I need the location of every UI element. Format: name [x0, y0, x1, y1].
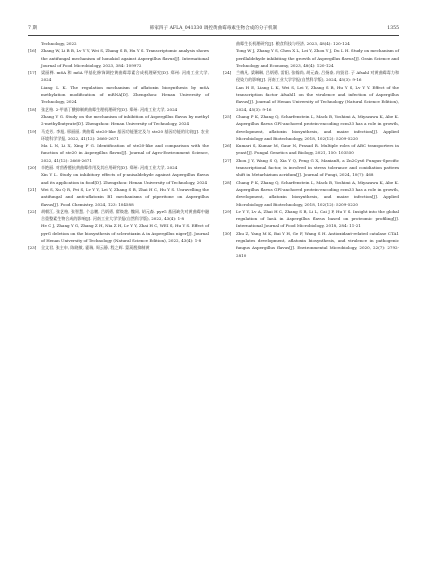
issue-label: 7 期: [28, 26, 37, 31]
reference-number: [23]: [28, 245, 37, 251]
reference-translation: Xin Y L. Study on inhibitory effects of p-anisaldehyde against Aspergillus flavus and its application in food[D]. Zhengzhou: Henan University of Technology, 2024: [41, 172, 209, 185]
reference-number: [22]: [28, 208, 37, 214]
reference-translation: Tong W J, Zhang Y S, Chen X L, Lei Y, Zhou Y J, Du L H. Study on mechanism of perillaldehyde inhibiting the growth of Aspergillus flavus[J]. Grain Science and Technology and Economy, 2023, 48(4): 120-124: [236, 48, 399, 68]
reference-text: Zhang W, Li B B, Lv Y Y, Wei S, Zhang S B, Hu Y S. Transcriptomic analysis shows the antifungal mechanism of honokiol against Aspergillus flavus[J]. International Journal of Food Microbiology, 2023, 384: 109972: [41, 48, 209, 68]
left-reference-column: [28, 40, 209, 252]
reference-entry: [28, 40, 209, 47]
reference-translation: Lan H E, Liang L K, Wei S, Lei Y, Zhang S B, Hu Y S, Lv Y Y. Effect of the transcription factor Afsahl1 on the virulence and infection of Aspergillus flavus[J]. Journal of Henan University of Technology (Natural Science Edition), 2024, 45(3): 9-16: [236, 84, 399, 112]
reference-number: [29]: [223, 208, 232, 214]
right-reference-column: [223, 40, 399, 259]
reference-number: [17]: [28, 70, 37, 76]
reference-number: [24]: [223, 70, 232, 76]
reference-translation: Liang L K. The regulation mechanism of aflatoxin biosynthesis by m6A methylation modification of mRNA[D]. Zhengzhou: Henan University of Technology, 2024: [41, 84, 209, 105]
reference-text: Wei S, Xu Q R, Pei S, Lv Y Y, Lei Y, Zhang S B, Zhai H C, Hu Y S. Unravelling the antifungal and anti-aflatoxin B1 mechanisms of piperitone on Aspergillus flavus[J]. Food Chemistry, 2024, 123: 104588: [41, 186, 209, 207]
reference-number: [20]: [28, 165, 37, 171]
reference-number: [21]: [28, 186, 37, 192]
reference-entry: [28, 186, 209, 208]
reference-translation: Ma L N, Li X, Xing F G. Identification of ste20-like and comparison with the function of ste20 in Aspergillus flavus[J]. Journal of Agro-Environment Science, 2022, 41(12): 2660-2671: [41, 143, 209, 163]
reference-number: [18]: [28, 106, 37, 112]
reference-text: 梁丽桦. m6A 和 m6A 甲基化修饰调控黄曲霉毒素合成机理研究[D]. 郑州: 河南工业大学, 2024: [41, 70, 209, 83]
reference-text: Chang P K, Zhang Q, Scharfenstein L, Mack B, Yoshimi A, Miyazawa K, Abe K. Aspergillus flavus GPI-anchored protein-encoding ecm33 has a role in growth, development, aflatoxin biosynthesis, and maize infection[J]. Applied Microbiology and Biotechnology, 2018, 102(12): 5209-5220: [236, 179, 399, 207]
reference-text: Zhou J Y, Wang S Q, Xia Y Q, Peng G X, MaxianR, a Zn2Cys6 Fungus-Specific transcriptional factor, is involved in stress tolerance and conidiation pattern shift in Metarhizium acridum[J]. Journal of Fungi, 2024, 10(7): 468: [236, 157, 399, 178]
page-header: [28, 24, 399, 34]
reference-text: Kumari S, Kumar M, Gaur N, Prasad R. Multiple roles of ABC transporters in yeast[J]. Fungal Genetics and Biology, 2021, 150: 103550: [236, 143, 399, 156]
reference-entry: [223, 142, 399, 157]
reference-entry: [28, 244, 209, 251]
reference-text: 马克芳, 李旭, 邢丽丽, 黄曲霉 ste20-like 基因功能鉴定及与 ste20 基因功能的比较[J]. 农业环境科学学报, 2022, 41(12): 2660-2671: [41, 128, 209, 141]
running-title: 韩家四子 AFLA_041330 调控黄曲霉毒素生物合成的分子机制: [149, 26, 278, 31]
reference-entry: [223, 230, 399, 259]
reference-entry: [28, 47, 209, 69]
reference-entry: [223, 69, 399, 113]
reference-translation: He C J, Zhang Y G, Zhang Z H, Nia Z H, Lv Y Y, Zhai H C, WEI S, Hu Y S. Effect of pyrG deletion on the biosynthesis of sclerotiaxin A in Aspergillus niger[J]. Journal of Henan University of Technology (Natural Science Edition), 2022, 43(4): 1-8: [41, 223, 209, 244]
reference-text: 全文君, 张主申, 陈晓敏, 霍瑞, 周云静, 程之辉. 蒙蒿醛抑制黄: [41, 245, 150, 251]
reference-entry: [223, 40, 399, 69]
reference-number: [30]: [223, 230, 232, 236]
header-rule: [28, 35, 399, 36]
reference-text: Technology, 2022: [41, 41, 77, 46]
reference-text: Lv Y Y, Lv A, Zhai H C, Zhang S B, Li L, Cai J P, Hu Y S. Insight into the global regulation of laeA in Aspergillus flavus based on proteomic profiling[J]. International Journal of Food Microbiology, 2018, 284: 11-21: [236, 208, 399, 229]
reference-entry: [223, 157, 399, 179]
reference-number: [28]: [223, 179, 232, 185]
page-number: 1355: [387, 26, 399, 31]
reference-number: [26]: [223, 143, 232, 149]
reference-number: [27]: [223, 157, 232, 163]
reference-text: 曲霉生长机理研究[J]. 粮食科技与经济, 2023, 48(4): 120-124: [236, 41, 350, 46]
reference-text: 辛艳丽. 对茴香醛抗黄曲霉作用及其应用研究[D]. 郑州: 河南工业大学, 2024: [41, 165, 178, 171]
reference-text: Chang P K, Zhang Q, Scharfenstein L, Mack B, Yoshimi A, Miyazawa K, Abe K. Aspergillus flavus GPI-anchored protein-encoding ecm33 has a role in growth, development, aflatoxin biosynthesis, and maize infection[J]. Applied Microbiology and Biotechnology, 2018, 102(12): 5209-5220: [236, 113, 399, 141]
reference-number: [25]: [223, 113, 232, 119]
reference-entry: [28, 106, 209, 128]
reference-number: [19]: [28, 128, 37, 134]
reference-entry: [28, 164, 209, 186]
reference-number: [16]: [28, 48, 37, 54]
reference-entry: [28, 208, 209, 244]
reference-text: 张艺格. 2-甲基丁酸抑制黄曲霉生理机理研究[D]. 郑州: 河南工业大学, 2024: [41, 106, 178, 112]
reference-text: 胡朝江, 张艺格, 张智慧, 个志鹏, 吕炳勇, 翟焕趁, 魏同, 胡元森. pyrG 基因缺失对黄曲霉中融合重整素生物合成的影响[J]. 河南工业大学学报(自然科学版), 2022, 43(4): 1-8: [41, 208, 209, 222]
reference-entry: [28, 128, 209, 164]
reference-text: 兰梅凡, 梁琳琳, 吕炳勇, 雷阳, 张翰尚, 胡元森, 吕扬泰, 冉贤君. 子 Afsahl 对黄曲霉毒力和侵染力的影响[J]. 河南工业大学学报(自然科学版), 2024, 45(3): 9-16: [236, 70, 399, 83]
reference-text: Zhu Z, Yang M K, Bai Y H, Ge F, Wang S H. Antioxidant-related catalase CTA1 regulates development, aflatoxin biosynthesis, and virulence in pathogenic fungus Aspergillus flavus[J]. Environmental Microbiology, 2020, 22(7): 2792-2810: [236, 230, 399, 258]
reference-entry: [28, 69, 209, 105]
reference-translation: Zhang Y G. Study on the mechanism of inhibition of Aspergillus flavus by methyl 2-methylbutyrate[D]. Zhengzhou: Henan University of Technology, 2024: [41, 113, 209, 127]
reference-entry: [223, 113, 399, 142]
reference-entry: [223, 208, 399, 230]
reference-entry: [223, 179, 399, 208]
